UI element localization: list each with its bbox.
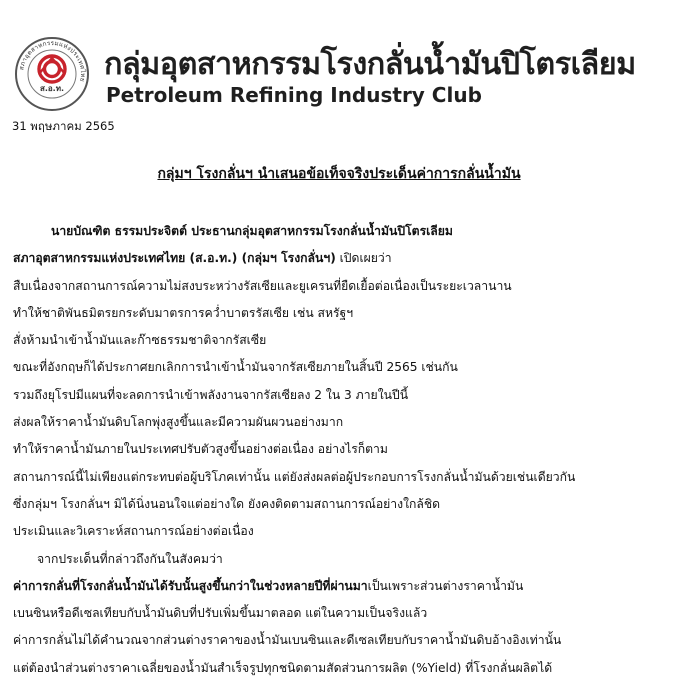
paragraph-line: แต่ต้องนำส่วนต่างราคาเฉลี่ยของน้ำมันสำเร็จรูปทุกชนิดตามสัดส่วนการผลิต (%Yield) ที่โรงกลั่นผลิตได้ xyxy=(13,660,553,675)
fti-logo-emblem-icon xyxy=(14,36,90,112)
claim-highlight: ค่าการกลั่นที่โรงกลั่นน้ำมันได้รับนั้นสูงขึ้นกว่าในช่วงหลายปีที่ผ่านมา xyxy=(13,578,368,593)
paragraph-text: เป็นเพราะส่วนต่างราคาน้ำมัน xyxy=(367,578,524,593)
paragraph-text: เปิดเผยว่า xyxy=(335,251,392,266)
paragraph-line: เบนซินหรือดีเซลเทียบกับน้ำมันดิบที่ปรับเพิ่มขึ้นมาตลอด แต่ในความเป็นจริงแล้ว xyxy=(13,606,428,621)
org-name-thai: กลุ่มอุตสาหกรรมโรงกลั่นน้ำมันปิโตรเลียม xyxy=(104,47,636,82)
org-name-english: Petroleum Refining Industry Club xyxy=(106,83,482,107)
paragraph-line: รวมถึงยุโรปมีแผนที่จะลดการนำเข้าพลังงานจากรัสเซียลง 2 ใน 3 ภายในปีนี้ xyxy=(13,387,409,402)
paragraph-line: ซึ่งกลุ่มฯ โรงกลั่นฯ มิได้นิ่งนอนใจแต่อย่างใด ยังคงติดตามสถานการณ์อย่างใกล้ชิด xyxy=(13,496,441,511)
page-title: กลุ่มฯ โรงกลั่นฯ นำเสนอข้อเท็จจริงประเด็นค่าการกลั่นน้ำมัน xyxy=(157,166,521,182)
fti-logo xyxy=(14,36,90,112)
release-date: 31 พฤษภาคม 2565 xyxy=(12,119,115,133)
paragraph-line: ส่งผลให้ราคาน้ำมันดิบโลกพุ่งสูงขึ้นและมีความผันผวนอย่างมาก xyxy=(13,415,344,430)
paragraph-line: ทำให้ราคาน้ำมันภายในประเทศปรับตัวสูงขึ้นอย่างต่อเนื่อง อย่างไรก็ตาม xyxy=(13,442,388,457)
paragraph-line xyxy=(13,245,673,272)
paragraph-line: ทำให้ชาติพันธมิตรยกระดับมาตรการคว่ำบาตรรัสเซีย เช่น สหรัฐฯ xyxy=(13,305,354,320)
paragraph-line: สั่งห้ามนำเข้าน้ำมันและก๊าซธรรมชาติจากรัสเซีย xyxy=(13,333,267,348)
org-reference: สภาอุตสาหกรรมแห่งประเทศไทย (ส.อ.ท.) (กลุ่มฯ โรงกลั่นฯ) xyxy=(13,251,336,266)
paragraph-line: ขณะที่อังกฤษก็ได้ประกาศยกเลิกการนำเข้าน้ำมันจากรัสเซียภายในสิ้นปี 2565 เช่นกัน xyxy=(13,360,458,375)
paragraph-line: สถานการณ์นี้ไม่เพียงแต่กระทบต่อผู้บริโภคเท่านั้น แต่ยังส่งผลต่อผู้ประกอบการโรงกลั่นน้ำมันด้วยเช่นเดียวกัน xyxy=(13,469,576,484)
paragraph-line: จากประเด็นที่กล่าวถึงกันในสังคมว่า xyxy=(37,551,223,566)
logo-ring-text: สภาอุตสาหกรรมแห่งประเทศไทย xyxy=(18,39,87,83)
logo-abbrev: ส.อ.ท. xyxy=(39,84,65,93)
paragraph-line xyxy=(13,573,673,600)
paragraph-line: ค่าการกลั่นไม่ได้คำนวณจากส่วนต่างราคาของน้ำมันเบนซินและดีเซลเทียบกับราคาน้ำมันดิบอ้างอิงเท่านั้น xyxy=(13,633,562,648)
paragraph-line: ประเมินและวิเคราะห์สถานการณ์อย่างต่อเนื่อง xyxy=(13,524,254,539)
article-body xyxy=(13,218,673,682)
paragraph-line: นายบัณฑิต ธรรมประจิตต์ ประธานกลุ่มอุตสาหกรรมโรงกลั่นน้ำมันปิโตรเลียม xyxy=(51,224,453,238)
paragraph-line: สืบเนื่องจากสถานการณ์ความไม่สงบระหว่างรัสเซียและยูเครนที่ยืดเยื้อต่อเนื่องเป็นระยะเวลานาน xyxy=(13,278,512,293)
